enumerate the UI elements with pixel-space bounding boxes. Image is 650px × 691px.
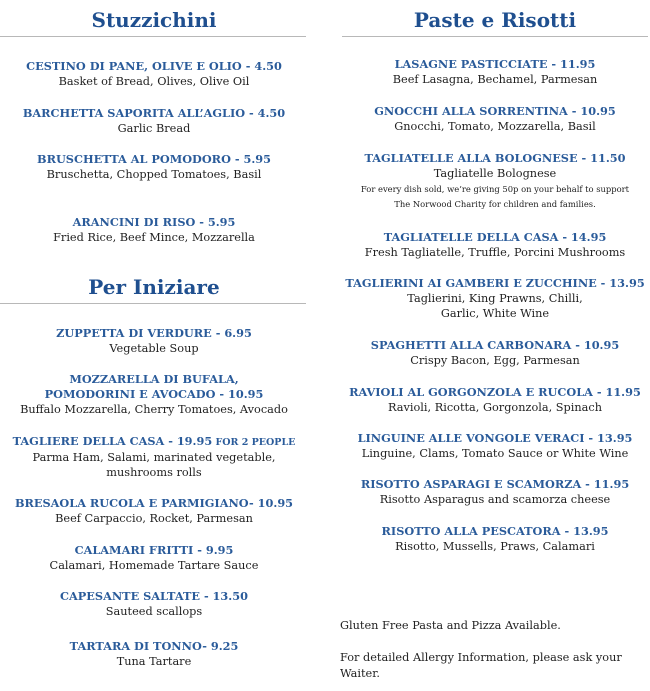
menu-item <box>340 151 650 212</box>
section-divider <box>342 36 648 37</box>
menu-item <box>0 589 308 619</box>
section-title-per-iniziare: Per Iniziare <box>88 275 220 299</box>
menu-item <box>0 106 308 136</box>
item-description: Buffalo Mozzarella, Cherry Tomatoes, Avocado <box>20 403 288 416</box>
menu-item <box>0 543 308 573</box>
item-description: Garlic Bread <box>117 122 191 135</box>
item-name <box>0 434 308 450</box>
item-description: Tuna Tartare <box>116 655 192 668</box>
section-title-stuzzichini: Stuzzichini <box>91 8 217 32</box>
item-description: Parma Ham, Salami, marinated vegetable, <box>32 451 276 464</box>
item-name: MOZZARELLA DI BUFALA, <box>69 372 239 386</box>
item-name: TAGLIATELLE DELLA CASA - 14.95 <box>383 230 607 244</box>
menu-item <box>340 276 650 321</box>
item-description: Bruschetta, Chopped Tomatoes, Basil <box>46 168 262 181</box>
item-name-price: TAGLIERE DELLA CASA - 19.95 <box>12 434 213 448</box>
item-description: Basket of Bread, Olives, Olive Oil <box>58 75 250 88</box>
menu-item <box>0 326 308 356</box>
item-name: LINGUINE ALLE VONGOLE VERACI - 13.95 <box>357 431 633 445</box>
menu-item <box>340 385 650 415</box>
item-name: ARANCINI DI RISO - 5.95 <box>72 215 236 229</box>
right-column <box>340 0 650 691</box>
item-name: CAPESANTE SALTATE - 13.50 <box>60 589 248 603</box>
item-name: LASAGNE PASTICCIATE - 11.95 <box>394 57 596 71</box>
item-description: Fresh Tagliatelle, Truffle, Porcini Mushrooms <box>364 246 626 259</box>
item-description: Linguine, Clams, Tomato Sauce or White Wine <box>361 447 629 460</box>
item-name: GNOCCHI ALLA SORRENTINA - 10.95 <box>374 104 616 118</box>
menu-item <box>0 59 308 89</box>
item-name: RAVIOLI AL GORGONZOLA E RUCOLA - 11.95 <box>349 385 641 399</box>
menu-item <box>0 152 308 182</box>
item-name: POMODORINI E AVOCADO - 10.95 <box>44 387 264 401</box>
menu-item <box>340 57 650 87</box>
item-description: Fried Rice, Beef Mince, Mozzarella <box>53 231 255 244</box>
charity-note: For every dish sold, we’re giving 50p on your behalf to support <box>360 184 630 194</box>
menu-item <box>340 338 650 368</box>
item-name: RISOTTO ALLA PESCATORA - 13.95 <box>381 524 609 538</box>
item-description: Gnocchi, Tomato, Mozzarella, Basil <box>394 120 596 133</box>
item-description: Vegetable Soup <box>109 342 199 355</box>
menu-item <box>340 524 650 554</box>
menu-item <box>340 230 650 260</box>
section-divider <box>0 303 306 304</box>
item-name: CESTINO DI PANE, OLIVE E OLIO - 4.50 <box>26 59 282 73</box>
item-description: mushrooms rolls <box>106 466 202 479</box>
item-name-suffix: FOR 2 PEOPLE <box>212 437 296 448</box>
section-title-paste-e-risotti: Paste e Risotti <box>413 8 577 32</box>
item-description: Calamari, Homemade Tartare Sauce <box>49 559 259 572</box>
item-description: Risotto, Mussells, Praws, Calamari <box>395 540 595 553</box>
item-name: ZUPPETTA DI VERDURE - 6.95 <box>56 326 252 340</box>
menu-item <box>340 477 650 507</box>
allergy-note: For detailed Allergy Information, please ask your Waiter. <box>340 651 622 680</box>
item-name: BARCHETTA SAPORITA ALL’AGLIO - 4.50 <box>22 106 286 120</box>
charity-note: The Norwood Charity for children and families. <box>394 199 596 209</box>
menu-item <box>340 104 650 134</box>
menu-item <box>340 431 650 461</box>
item-description: Risotto Asparagus and scamorza cheese <box>379 493 611 506</box>
item-name: RISOTTO ASPARAGI E SCAMORZA - 11.95 <box>360 477 630 491</box>
item-name: SPAGHETTI ALLA CARBONARA - 10.95 <box>370 338 620 352</box>
menu-item <box>0 372 308 417</box>
item-name: CALAMARI FRITTI - 9.95 <box>74 543 234 557</box>
section-divider <box>0 36 306 37</box>
menu-item <box>0 496 308 526</box>
item-description: Crispy Bacon, Egg, Parmesan <box>410 354 580 367</box>
item-description: Beef Lasagna, Bechamel, Parmesan <box>392 73 598 86</box>
item-name: TAGLIERINI AI GAMBERI E ZUCCHINE - 13.95 <box>345 276 645 290</box>
item-name: BRESAOLA RUCOLA E PARMIGIANO- 10.95 <box>14 496 294 510</box>
item-name: TAGLIATELLE ALLA BOLOGNESE - 11.50 <box>364 151 626 165</box>
item-description: Ravioli, Ricotta, Gorgonzola, Spinach <box>388 401 602 414</box>
item-description: Taglierini, King Prawns, Chilli, <box>407 292 583 305</box>
item-description: Garlic, White Wine <box>440 307 550 320</box>
left-column <box>0 0 308 691</box>
gluten-free-note: Gluten Free Pasta and Pizza Available. <box>340 619 561 632</box>
item-name: TARTARA DI TONNO- 9.25 <box>69 639 239 653</box>
item-name: BRUSCHETTA AL POMODORO - 5.95 <box>37 152 271 166</box>
menu-item <box>0 639 308 669</box>
item-description: Tagliatelle Bolognese <box>433 167 557 180</box>
menu-item <box>0 434 308 480</box>
item-description: Beef Carpaccio, Rocket, Parmesan <box>55 512 253 525</box>
menu-item <box>0 215 308 245</box>
item-description: Sauteed scallops <box>105 605 203 618</box>
